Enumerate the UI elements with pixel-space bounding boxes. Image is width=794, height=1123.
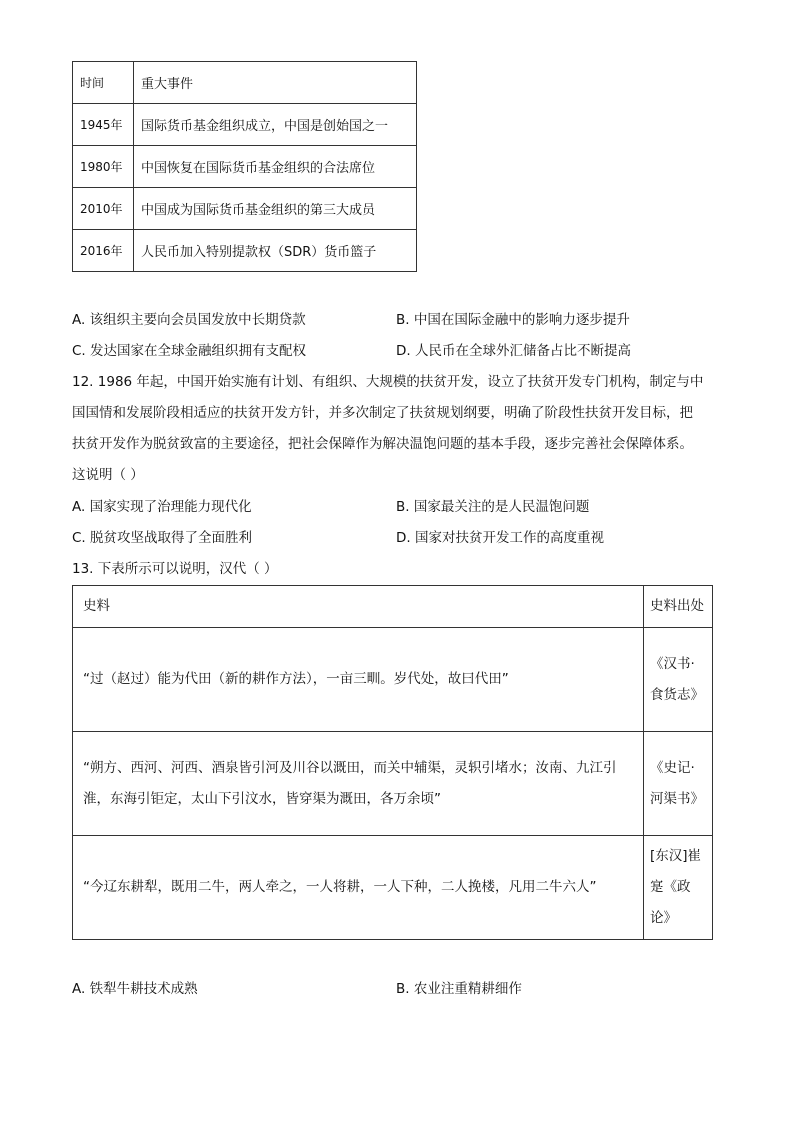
q11-option-b[interactable]: B. 中国在国际金融中的影响力逐步提升	[396, 312, 630, 328]
q12-stem-line: 国国情和发展阶段相适应的扶贫开发方针，并多次制定了扶贫规划纲要，明确了阶段性扶贫开发目标，把	[72, 405, 693, 421]
table-row	[73, 230, 417, 272]
q13-option-a[interactable]: A. 铁犁牛耕技术成熟	[72, 981, 198, 997]
table-row	[73, 628, 713, 732]
table-row	[73, 146, 417, 188]
event-cell: 中国恢复在国际货币基金组织的合法席位	[134, 146, 417, 188]
sources-table	[72, 585, 713, 940]
material-cell: “朔方、西河、河西、酒泉皆引河及川谷以溉田，而关中辅渠，灵轵引堵水；汝南、九江引淮，东海引钜定，太山下引汶水，皆穿渠为溉田，各万余顷”	[73, 732, 644, 836]
source-cell: 《史记·河渠书》	[644, 732, 713, 836]
year-cell: 1945年	[73, 104, 134, 146]
event-cell: 中国成为国际货币基金组织的第三大成员	[134, 188, 417, 230]
q12-stem-line: 12. 1986 年起，中国开始实施有计划、有组织、大规模的扶贫开发，设立了扶贫开发专门机构，制定与中	[72, 374, 704, 390]
header-source: 史料出处	[644, 586, 713, 628]
events-table	[72, 61, 417, 272]
source-cell: [东汉]崔寔《政论》	[644, 836, 713, 940]
event-cell: 国际货币基金组织成立，中国是创始国之一	[134, 104, 417, 146]
source-cell: 《汉书·食货志》	[644, 628, 713, 732]
q11-option-a[interactable]: A. 该组织主要向会员国发放中长期贷款	[72, 312, 306, 328]
year-cell: 2016年	[73, 230, 134, 272]
year-cell: 1980年	[73, 146, 134, 188]
q12-option-b[interactable]: B. 国家最关注的是人民温饱问题	[396, 499, 590, 515]
q12-option-d[interactable]: D. 国家对扶贫开发工作的高度重视	[396, 530, 604, 546]
q12-option-c[interactable]: C. 脱贫攻坚战取得了全面胜利	[72, 530, 253, 546]
table-header-row	[73, 586, 713, 628]
table-row	[73, 836, 713, 940]
q12-stem-line: 这说明（ ）	[72, 467, 144, 483]
material-cell: “过（赵过）能为代田（新的耕作方法），一亩三甽。岁代处，故曰代田”	[73, 628, 644, 732]
year-cell: 2010年	[73, 188, 134, 230]
event-cell: 人民币加入特别提款权（SDR）货币篮子	[134, 230, 417, 272]
table-row	[73, 188, 417, 230]
table-header-row	[73, 62, 417, 104]
material-cell: “今辽东耕犁，既用二牛，两人牵之，一人将耕，一人下种，二人挽楼，凡用二牛六人”	[73, 836, 644, 940]
header-material: 史料	[73, 586, 644, 628]
q13-stem: 13. 下表所示可以说明，汉代（ ）	[72, 561, 278, 577]
q13-option-b[interactable]: B. 农业注重精耕细作	[396, 981, 522, 997]
header-event: 重大事件	[134, 62, 417, 104]
table-row	[73, 104, 417, 146]
q12-option-a[interactable]: A. 国家实现了治理能力现代化	[72, 499, 252, 515]
q11-option-c[interactable]: C. 发达国家在全球金融组织拥有支配权	[72, 343, 307, 359]
table-row	[73, 732, 713, 836]
header-time: 时间	[73, 62, 134, 104]
q12-stem-line: 扶贫开发作为脱贫致富的主要途径，把社会保障作为解决温饱问题的基本手段，逐步完善社会保障体系。	[72, 436, 693, 452]
q11-option-d[interactable]: D. 人民币在全球外汇储备占比不断提高	[396, 343, 631, 359]
